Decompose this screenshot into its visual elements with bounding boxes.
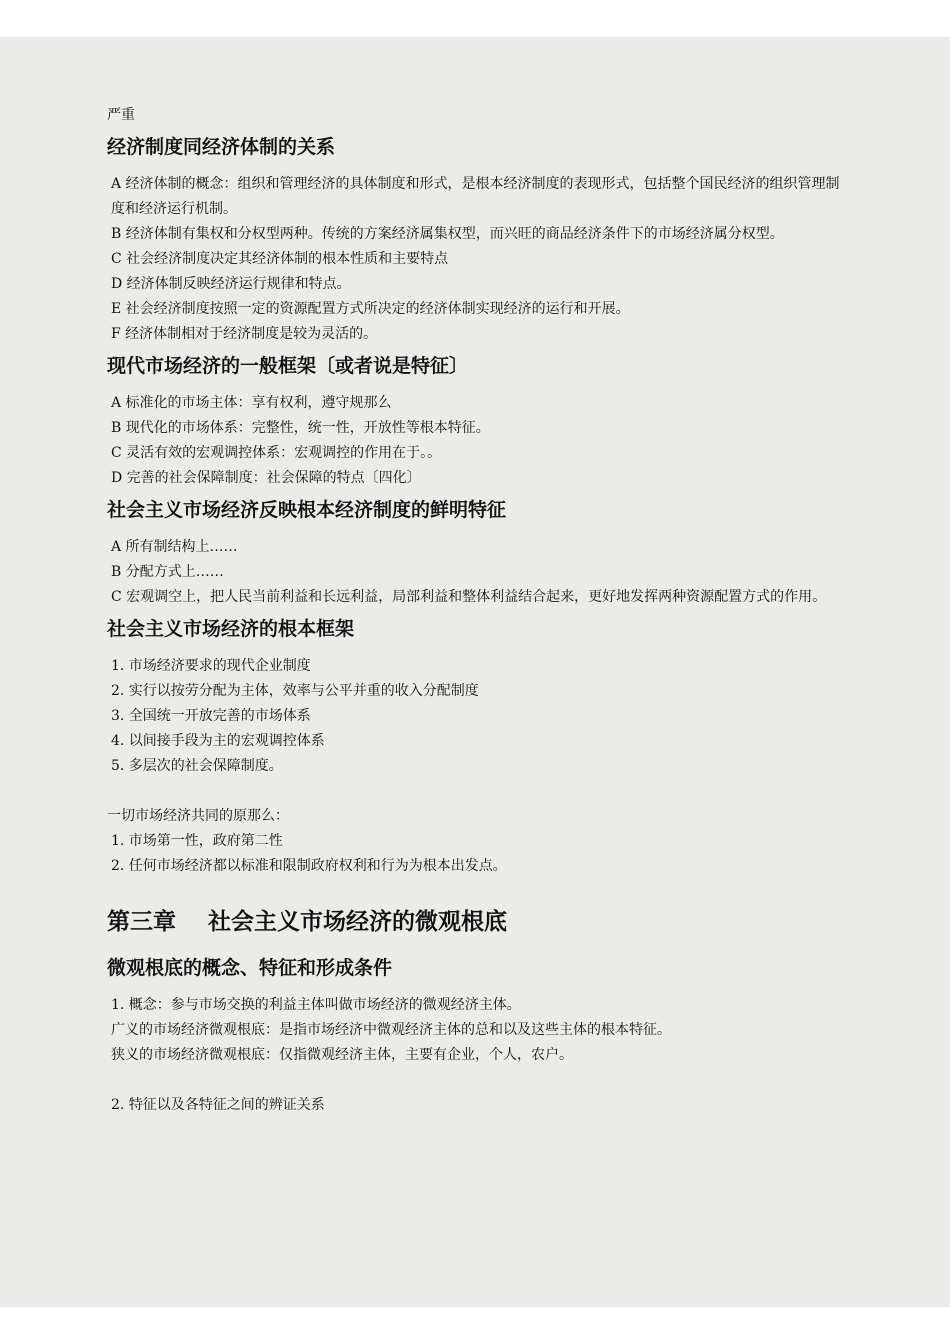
section-heading: 现代市场经济的一般框架〔或者说是特征〕 bbox=[107, 355, 469, 377]
list-item: 1. 市场第一性，政府第二性 bbox=[111, 833, 283, 849]
paragraph: B 经济体制有集权和分权型两种。传统的方案经济属集权型，而兴旺的商品经济条件下的市场经济属分权型。 bbox=[111, 226, 784, 242]
principles-intro: 一切市场经济共同的原那么： bbox=[107, 808, 289, 824]
spacer bbox=[107, 779, 847, 804]
paragraph: B 现代化的市场体系：完整性，统一性，开放性等根本特征。 bbox=[111, 420, 490, 436]
spacer bbox=[107, 1068, 847, 1093]
paragraph: A 所有制结构上…… bbox=[111, 539, 238, 555]
paragraph: 广义的市场经济微观根底：是指市场经济中微观经济主体的总和以及这些主体的根本特征。 bbox=[111, 1022, 671, 1038]
section-heading: 微观根底的概念、特征和形成条件 bbox=[107, 957, 393, 979]
paragraph: F 经济体制相对于经济制度是较为灵活的。 bbox=[111, 326, 378, 342]
document-page bbox=[0, 37, 950, 1307]
paragraph: C 宏观调空上，把人民当前利益和长远利益，局部利益和整体利益结合起来，更好地发挥两种资源配置方式的作用。 bbox=[111, 589, 827, 605]
section-heading: 社会主义市场经济的根本框架 bbox=[107, 618, 355, 640]
page-content bbox=[107, 103, 847, 1118]
list-item: 3. 全国统一开放完善的市场体系 bbox=[111, 708, 311, 724]
chapter-number: 第三章 bbox=[107, 908, 176, 935]
paragraph: E 社会经济制度按照一定的资源配置方式所决定的经济体制实现经济的运行和开展。 bbox=[111, 301, 630, 317]
chapter-heading bbox=[107, 907, 847, 937]
top-word: 严重 bbox=[107, 107, 135, 123]
paragraph: D 经济体制反映经济运行规律和特点。 bbox=[111, 276, 351, 292]
paragraph: C 灵活有效的宏观调控体系：宏观调控的作用在于。。 bbox=[111, 445, 442, 461]
paragraph: 狭义的市场经济微观根底：仅指微观经济主体，主要有企业，个人，农户。 bbox=[111, 1047, 573, 1063]
paragraph: D 完善的社会保障制度：社会保障的特点〔四化〕 bbox=[111, 470, 421, 486]
section-heading: 经济制度同经济体制的关系 bbox=[107, 136, 336, 158]
paragraph: A 经济体制的概念：组织和管理经济的具体制度和形式，是根本经济制度的表现形式，包括整个国民经济的组织管理制度和经济运行机制。 bbox=[111, 176, 840, 217]
paragraph: C 社会经济制度决定其经济体制的根本性质和主要特点 bbox=[111, 251, 449, 267]
list-item: 4. 以间接手段为主的宏观调控体系 bbox=[111, 733, 325, 749]
paragraph: A 标准化的市场主体：享有权利，遵守规那么 bbox=[111, 395, 392, 411]
paragraph: 1. 概念：参与市场交换的利益主体叫做市场经济的微观经济主体。 bbox=[111, 997, 521, 1013]
paragraph: 2. 特征以及各特征之间的辨证关系 bbox=[111, 1097, 325, 1113]
list-item: 5. 多层次的社会保障制度。 bbox=[111, 758, 283, 774]
list-item: 2. 实行以按劳分配为主体，效率与公平并重的收入分配制度 bbox=[111, 683, 479, 699]
chapter-title: 社会主义市场经济的微观根底 bbox=[208, 908, 507, 935]
list-item: 1. 市场经济要求的现代企业制度 bbox=[111, 658, 311, 674]
section-heading: 社会主义市场经济反映根本经济制度的鲜明特征 bbox=[107, 499, 507, 521]
list-item: 2. 任何市场经济都以标准和限制政府权利和行为为根本出发点。 bbox=[111, 858, 507, 874]
paragraph: B 分配方式上…… bbox=[111, 564, 224, 580]
